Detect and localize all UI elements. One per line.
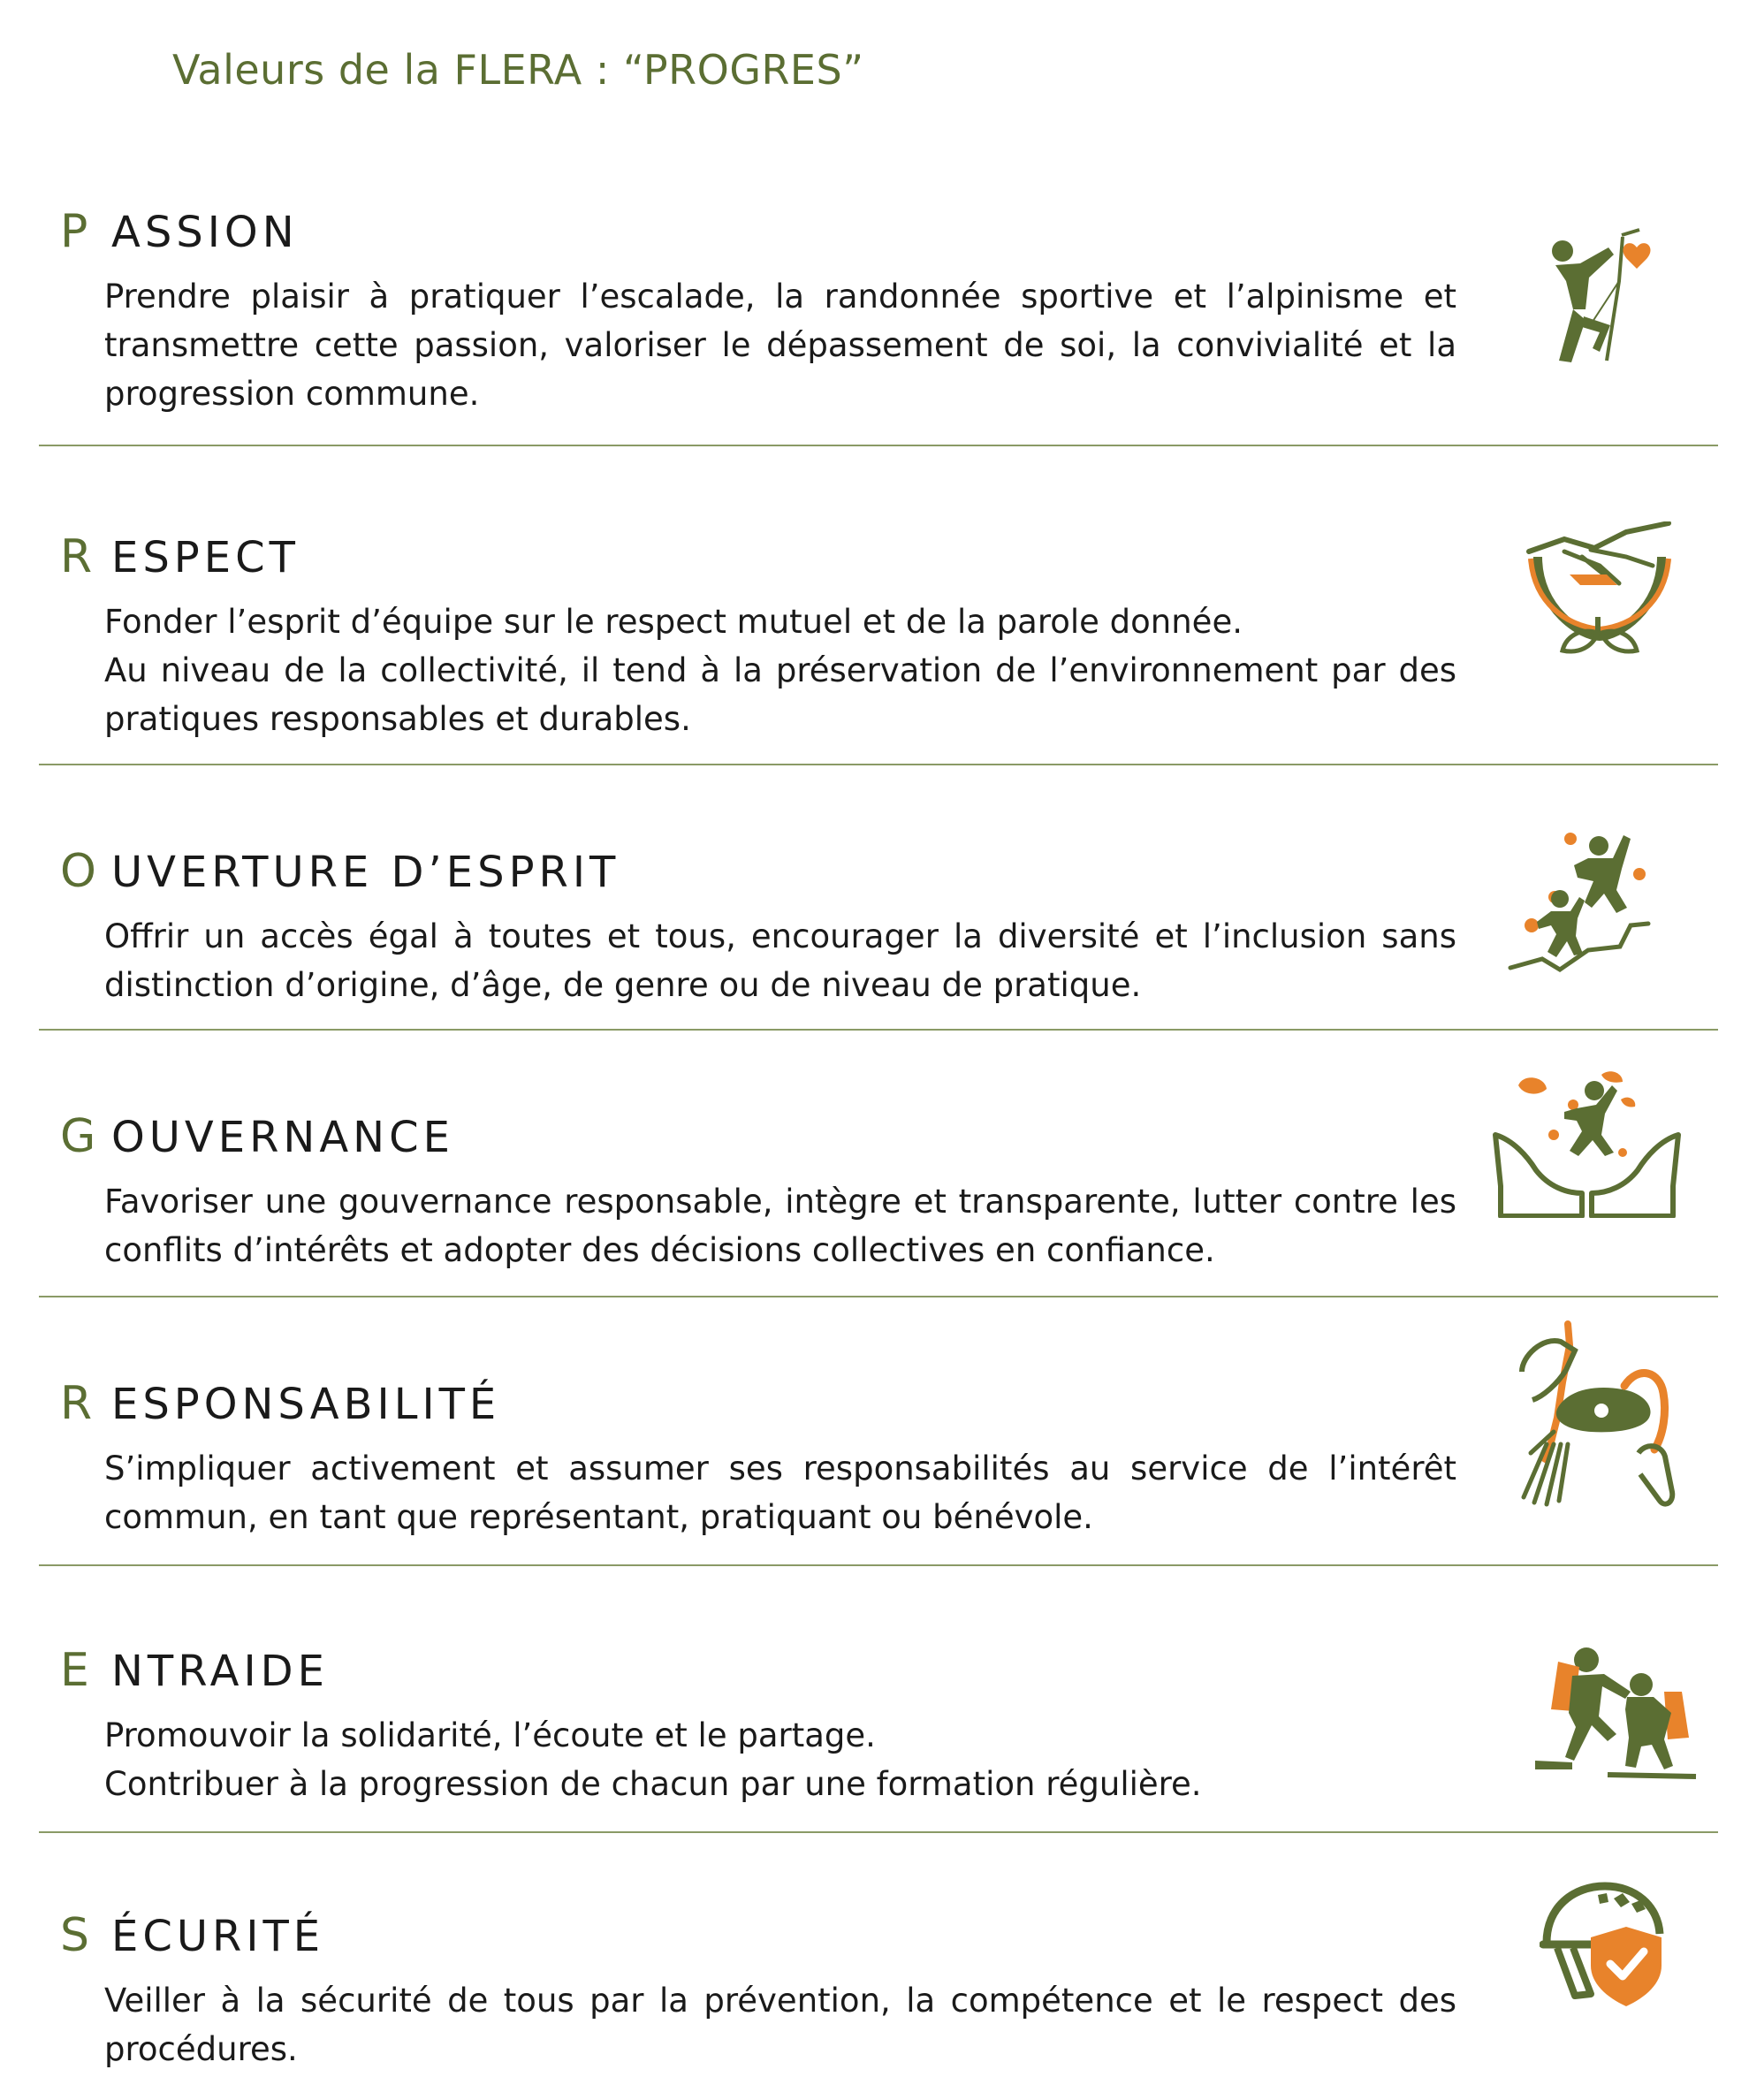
section-divider	[39, 764, 1718, 765]
value-heading	[60, 1110, 454, 1163]
value-heading	[60, 205, 299, 258]
description-paragraph: Favoriser une gouvernance responsable, intègre et transparente, lutter contre les conflits d’intérêts et adopter des décisions collectives en confiance.	[104, 1183, 1456, 1269]
section-divider	[39, 1029, 1718, 1031]
hands-holding-climber-icon	[1492, 1068, 1682, 1218]
two-climbers-icon	[1507, 826, 1657, 985]
value-title-rest: UVERTURE D’ESPRIT	[111, 848, 620, 897]
value-title-rest: ESPONSABILITÉ	[111, 1380, 501, 1429]
value-heading	[60, 530, 300, 583]
page-title: Valeurs de la FLERA : “PROGRES”	[172, 46, 864, 94]
description-paragraph: Contribuer à la progression de chacun par une formation régulière.	[104, 1765, 1202, 1803]
belay-device-hands-icon	[1513, 1320, 1690, 1524]
value-description	[104, 1711, 1456, 1808]
description-paragraph: Promouvoir la solidarité, l’écoute et le partage.	[104, 1716, 876, 1754]
description-paragraph: Prendre plaisir à pratiquer l’escalade, la randonnée sportive et l’alpinisme et transmettre cette passion, valoriser le dépassement de soi, la convivialité et la progression commune.	[104, 278, 1456, 413]
value-description	[104, 1444, 1456, 1541]
helping-hand-climbers-icon	[1532, 1642, 1700, 1788]
description-paragraph: Veiller à la sécurité de tous par la prévention, la compétence et le respect des procédures.	[104, 1982, 1456, 2068]
value-heading	[60, 1644, 329, 1697]
value-title-rest: ASSION	[111, 208, 299, 257]
value-title-rest: OUVERNANCE	[111, 1113, 454, 1162]
value-initial: E	[60, 1644, 89, 1697]
section-divider	[39, 445, 1718, 446]
value-initial: S	[60, 1909, 90, 1962]
handshake-leaves-icon	[1520, 521, 1679, 663]
value-description	[104, 1976, 1456, 2073]
value-initial: P	[60, 205, 88, 258]
value-description	[104, 1177, 1456, 1274]
value-title-rest: ESPECT	[111, 533, 300, 582]
value-heading	[60, 845, 620, 898]
value-initial: R	[60, 1377, 93, 1430]
description-paragraph: Fonder l’esprit d’équipe sur le respect mutuel et de la parole donnée.	[104, 603, 1243, 641]
section-divider	[39, 1296, 1718, 1297]
value-title-rest: ÉCURITÉ	[111, 1912, 325, 1961]
value-description	[104, 272, 1456, 418]
description-paragraph: Au niveau de la collectivité, il tend à la préservation de l’environnement par des pratiques responsables et durables.	[104, 651, 1456, 738]
description-paragraph: Offrir un accès égal à toutes et tous, encourager la diversité et l’inclusion sans distinction d’origine, d’âge, de genre ou de niveau de pratique.	[104, 917, 1456, 1004]
value-initial: O	[60, 845, 96, 898]
value-description	[104, 597, 1456, 743]
value-heading	[60, 1909, 325, 1962]
value-initial: R	[60, 530, 93, 583]
value-title-rest: NTRAIDE	[111, 1647, 329, 1696]
section-divider	[39, 1564, 1718, 1566]
section-divider	[39, 1831, 1718, 1833]
helmet-shield-icon	[1540, 1881, 1672, 2013]
description-paragraph: S’impliquer activement et assumer ses responsabilités au service de l’intérêt commun, en tant que représentant, pratiquant ou bénévole.	[104, 1449, 1456, 1536]
climber-heart-icon	[1538, 228, 1662, 369]
value-heading	[60, 1377, 501, 1430]
value-initial: G	[60, 1110, 96, 1163]
value-description	[104, 912, 1456, 1009]
